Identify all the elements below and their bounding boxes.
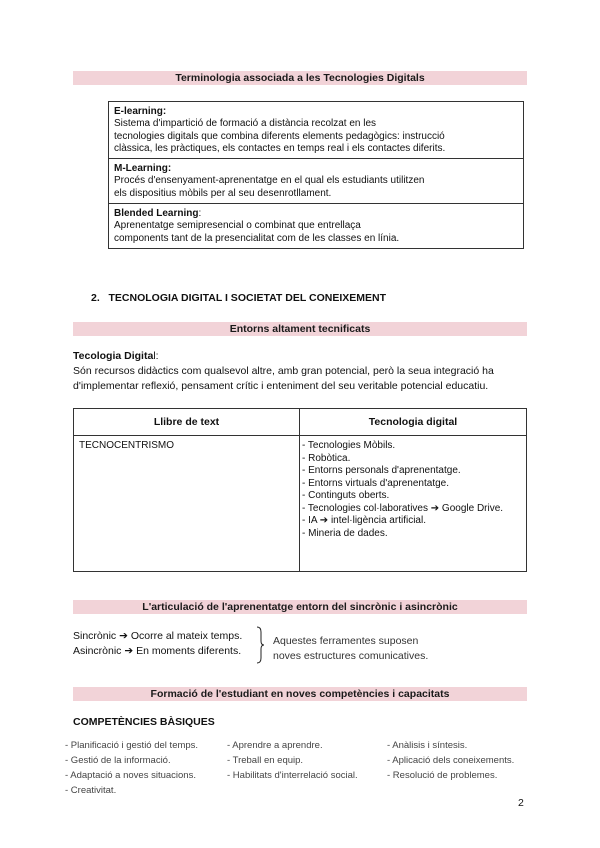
tecologia-paragraph bbox=[73, 349, 527, 394]
list-item: - Mineria de dades. bbox=[302, 527, 388, 539]
list-item: - Creativitat. bbox=[65, 785, 117, 796]
definition-elearning bbox=[109, 102, 523, 159]
definition-term-suffix: : bbox=[198, 208, 202, 220]
definition-term: E-learning: bbox=[114, 106, 167, 117]
tecologia-title-tail: l: bbox=[153, 350, 159, 362]
tecologia-line: d'implementar reflexió, pensament crític i enteniment del seu veritable potencial educatiu. bbox=[73, 380, 489, 392]
competencies-column-1 bbox=[65, 738, 198, 798]
list-item: - Gestió de la informació. bbox=[65, 755, 171, 766]
definition-line: clàssica, les pràctiques, els contactes en temps real i els contactes diferits. bbox=[114, 142, 446, 154]
list-item: - Entorns virtuals d'aprenentatge. bbox=[302, 477, 449, 489]
list-item: - IA ➔ intel·ligència artificial. bbox=[302, 515, 426, 526]
list-item: - Tecnologies Mòbils. bbox=[302, 440, 396, 451]
definitions-box bbox=[108, 101, 524, 249]
page-number: 2 bbox=[518, 797, 524, 809]
sync-line: Sincrònic ➔ Ocorre al mateix temps. bbox=[73, 630, 243, 642]
definition-line: Sistema d'impartició de formació a distància recolzat en les bbox=[114, 118, 377, 130]
list-item: - Aprendre a aprendre. bbox=[227, 740, 323, 751]
list-item: - Treball en equip. bbox=[227, 755, 304, 766]
sync-note-line: noves estructures comunicatives. bbox=[273, 650, 429, 662]
list-item: - Resolució de problemes. bbox=[387, 770, 498, 781]
definition-line: Aprenentatge semipresencial o combinat que entrellaça bbox=[114, 220, 361, 232]
competencies-column-2 bbox=[227, 738, 358, 783]
definition-term: M-Learning: bbox=[114, 163, 172, 175]
definition-mlearning bbox=[109, 159, 523, 204]
list-item: - Robòtica. bbox=[302, 452, 351, 464]
section-heading: 2. TECNOLOGIA DIGITAL I SOCIETAT DEL CONEIXEMENT bbox=[91, 292, 386, 304]
definition-line: Procés d'ensenyament-aprenentatge en el qual els estudiants utilitzen bbox=[114, 175, 425, 187]
column-header-llibre: Llibre de text bbox=[153, 416, 220, 428]
definition-line: els dispositius mòbils per al seu desenrotllament. bbox=[114, 187, 332, 199]
list-item: - Aplicació dels coneixements. bbox=[387, 755, 515, 766]
banner-terminologia: Terminologia associada a les Tecnologies Digitals bbox=[73, 71, 527, 85]
banner-formacio: Formació de l'estudiant en noves competències i capacitats bbox=[73, 687, 527, 701]
sync-line: Asincrònic ➔ En moments diferents. bbox=[73, 645, 242, 657]
list-item: - Adaptació a noves situacions. bbox=[65, 770, 196, 781]
list-item: - Planificació i gestió del temps. bbox=[65, 740, 199, 751]
sync-definitions bbox=[73, 629, 242, 659]
list-item: - Anàlisis i síntesis. bbox=[387, 740, 468, 751]
definition-term: Blended Learning bbox=[114, 208, 199, 220]
list-item: - Entorns personals d'aprenentatge. bbox=[302, 465, 461, 476]
comparison-table bbox=[73, 408, 527, 572]
table-divider bbox=[299, 409, 300, 571]
competencies-column-3 bbox=[387, 738, 514, 783]
tecologia-line: Són recursos didàctics com qualsevol altre, amb gran potencial, però la seua integració ha bbox=[73, 365, 494, 377]
banner-entorns: Entorns altament tecnificats bbox=[73, 322, 527, 336]
definition-blended bbox=[109, 204, 523, 248]
definition-line: components tant de la presencialitat com de les classes en línia. bbox=[114, 232, 400, 244]
sync-note bbox=[273, 634, 428, 664]
definition-line: tecnologies digitals que combina diferents elements pedagògics: instrucció bbox=[114, 130, 445, 142]
list-item: - Continguts oberts. bbox=[302, 490, 390, 501]
tecnologia-list bbox=[302, 440, 520, 540]
list-item: - Tecnologies col·laboratives ➔ Google Drive. bbox=[302, 502, 504, 514]
competencies-title: COMPETÈNCIES BÀSIQUES bbox=[73, 716, 215, 728]
cell-tecnocentrismo: TECNOCENTRISMO bbox=[79, 440, 174, 451]
banner-sincronic: L'articulació de l'aprenentatge entorn del sincrònic i asincrònic bbox=[73, 600, 527, 614]
list-item: - Habilitats d'interrelació social. bbox=[227, 770, 358, 781]
column-header-tecnologia: Tecnologia digital bbox=[368, 416, 458, 428]
tecologia-title: Tecologia Digita bbox=[73, 350, 154, 362]
brace-icon bbox=[255, 626, 265, 664]
sync-note-line: Aquestes ferramentes suposen bbox=[273, 635, 419, 647]
